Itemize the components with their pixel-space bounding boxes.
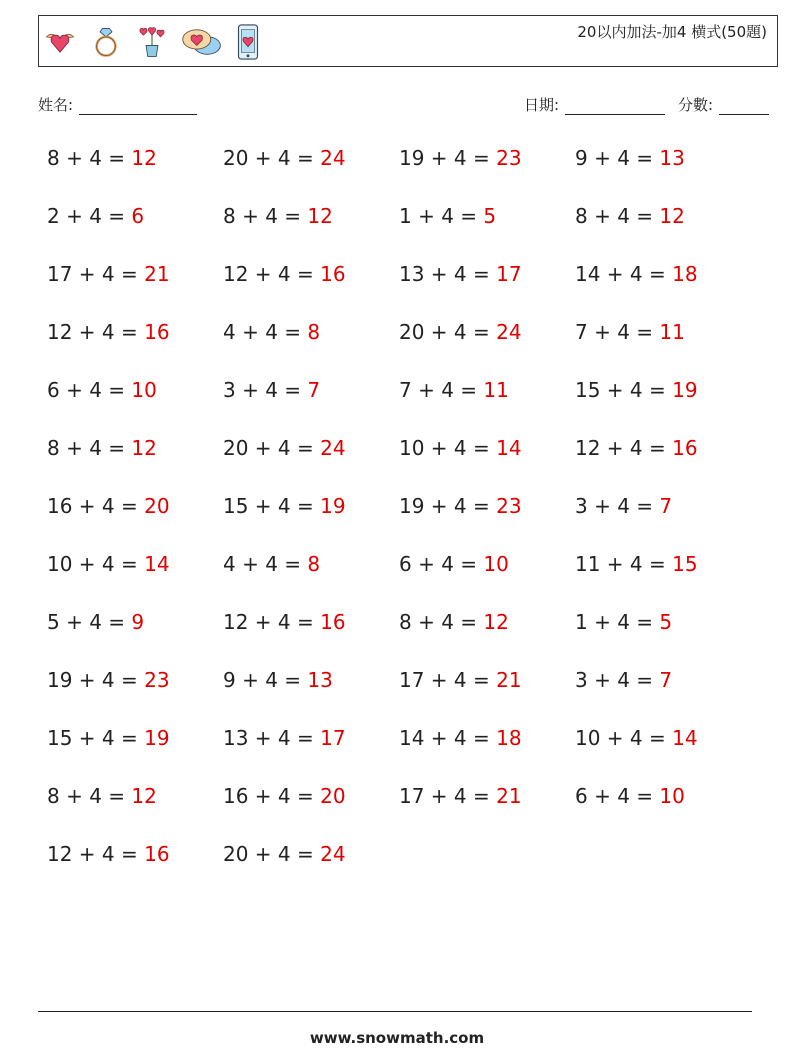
problem-question: 20 + 4 = xyxy=(223,842,321,866)
winged-heart-icon xyxy=(43,23,77,61)
problem-item xyxy=(399,668,575,692)
problem-question: 17 + 4 = xyxy=(399,784,497,808)
problem-item xyxy=(223,436,399,460)
problem-item xyxy=(399,204,575,228)
problem-row xyxy=(47,436,767,494)
problem-answer: 12 xyxy=(483,610,509,634)
problem-row xyxy=(47,204,767,262)
problem-answer: 9 xyxy=(131,610,145,634)
problem-question: 15 + 4 = xyxy=(223,494,321,518)
problem-item xyxy=(47,610,223,634)
problem-question: 7 + 4 = xyxy=(399,378,484,402)
problem-question: 5 + 4 = xyxy=(47,610,132,634)
problem-answer: 12 xyxy=(131,146,157,170)
problem-answer: 7 xyxy=(307,378,321,402)
footer-url: www.snowmath.com xyxy=(309,1029,485,1047)
problem-answer: 7 xyxy=(659,668,673,692)
problem-item xyxy=(575,610,751,634)
name-field xyxy=(38,94,197,115)
problem-answer: 16 xyxy=(672,436,698,460)
problem-item xyxy=(399,320,575,344)
problem-item xyxy=(223,726,399,750)
date-blank xyxy=(565,100,665,115)
problem-answer: 21 xyxy=(496,668,522,692)
problem-item xyxy=(399,784,575,808)
problem-answer: 19 xyxy=(672,378,698,402)
problem-item xyxy=(223,784,399,808)
problem-question: 13 + 4 = xyxy=(223,726,321,750)
problem-answer: 10 xyxy=(659,784,685,808)
problem-item xyxy=(575,262,751,286)
problem-item xyxy=(47,262,223,286)
name-label: 姓名: xyxy=(38,96,74,114)
problem-question: 15 + 4 = xyxy=(47,726,145,750)
problem-item xyxy=(223,320,399,344)
problem-question: 9 + 4 = xyxy=(223,668,308,692)
problem-answer: 24 xyxy=(320,842,346,866)
problem-answer: 23 xyxy=(144,668,170,692)
problem-item xyxy=(47,784,223,808)
problem-question: 17 + 4 = xyxy=(47,262,145,286)
problem-question: 1 + 4 = xyxy=(399,204,484,228)
problem-question: 15 + 4 = xyxy=(575,378,673,402)
diamond-ring-icon xyxy=(89,23,123,61)
problem-item xyxy=(399,494,575,518)
score-blank xyxy=(719,100,769,115)
problem-answer: 17 xyxy=(496,262,522,286)
problem-answer: 13 xyxy=(307,668,333,692)
worksheet-title: 20以内加法-加4 横式(50題) xyxy=(577,23,767,41)
problem-question: 3 + 4 = xyxy=(575,494,660,518)
problem-item xyxy=(47,552,223,576)
problem-answer: 10 xyxy=(483,552,509,576)
problem-question: 4 + 4 = xyxy=(223,320,308,344)
problem-item xyxy=(47,146,223,170)
problem-answer: 16 xyxy=(320,610,346,634)
problem-question: 16 + 4 = xyxy=(223,784,321,808)
problem-answer: 10 xyxy=(131,378,157,402)
problem-item xyxy=(575,552,751,576)
problem-answer: 12 xyxy=(131,436,157,460)
problem-item xyxy=(47,320,223,344)
problem-question: 4 + 4 = xyxy=(223,552,308,576)
problem-answer: 12 xyxy=(659,204,685,228)
problem-answer: 16 xyxy=(320,262,346,286)
problem-answer: 14 xyxy=(144,552,170,576)
problem-row xyxy=(47,320,767,378)
problem-question: 2 + 4 = xyxy=(47,204,132,228)
problem-question: 14 + 4 = xyxy=(575,262,673,286)
problem-row xyxy=(47,378,767,436)
problem-answer: 19 xyxy=(320,494,346,518)
problem-item xyxy=(47,842,223,866)
problem-answer: 5 xyxy=(659,610,673,634)
problem-item xyxy=(47,436,223,460)
problem-item xyxy=(575,378,751,402)
problem-answer: 20 xyxy=(320,784,346,808)
problem-item xyxy=(575,494,751,518)
problem-question: 17 + 4 = xyxy=(399,668,497,692)
problem-answer: 20 xyxy=(144,494,170,518)
problem-row xyxy=(47,668,767,726)
header-icons xyxy=(43,21,261,63)
problem-answer: 21 xyxy=(496,784,522,808)
problem-question: 19 + 4 = xyxy=(47,668,145,692)
problem-answer: 14 xyxy=(496,436,522,460)
problem-item xyxy=(575,436,751,460)
problem-answer: 19 xyxy=(144,726,170,750)
problem-question: 6 + 4 = xyxy=(399,552,484,576)
heart-plant-icon xyxy=(135,23,169,61)
problem-question: 10 + 4 = xyxy=(399,436,497,460)
problem-item xyxy=(399,610,575,634)
problem-item xyxy=(399,146,575,170)
problem-item xyxy=(47,494,223,518)
date-field xyxy=(524,94,665,115)
problem-question: 14 + 4 = xyxy=(399,726,497,750)
problem-item xyxy=(47,378,223,402)
problem-answer: 12 xyxy=(131,784,157,808)
problem-answer: 12 xyxy=(307,204,333,228)
problem-item xyxy=(223,204,399,228)
problem-row xyxy=(47,552,767,610)
problem-answer: 24 xyxy=(320,146,346,170)
problem-question: 20 + 4 = xyxy=(399,320,497,344)
footer-divider xyxy=(38,1011,752,1012)
problem-question: 7 + 4 = xyxy=(575,320,660,344)
problem-answer: 14 xyxy=(672,726,698,750)
problem-item xyxy=(575,784,751,808)
problem-answer: 13 xyxy=(659,146,685,170)
problem-item xyxy=(575,204,751,228)
score-field xyxy=(678,94,769,115)
problem-item xyxy=(575,668,751,692)
problem-question: 20 + 4 = xyxy=(223,436,321,460)
problem-question: 12 + 4 = xyxy=(47,320,145,344)
problem-row xyxy=(47,146,767,204)
problem-question: 8 + 4 = xyxy=(399,610,484,634)
problem-question: 13 + 4 = xyxy=(399,262,497,286)
problem-question: 8 + 4 = xyxy=(47,784,132,808)
problem-item xyxy=(47,204,223,228)
problem-item xyxy=(575,726,751,750)
problem-item xyxy=(223,610,399,634)
problem-item xyxy=(399,436,575,460)
problem-row xyxy=(47,610,767,668)
worksheet-header xyxy=(38,15,778,67)
problem-item xyxy=(223,146,399,170)
problem-item xyxy=(399,552,575,576)
problem-answer: 23 xyxy=(496,146,522,170)
problem-answer: 24 xyxy=(320,436,346,460)
problem-question: 1 + 4 = xyxy=(575,610,660,634)
problem-answer: 7 xyxy=(659,494,673,518)
problem-answer: 8 xyxy=(307,320,321,344)
problem-row xyxy=(47,784,767,842)
problem-item xyxy=(223,842,399,866)
problem-answer: 21 xyxy=(144,262,170,286)
problem-question: 20 + 4 = xyxy=(223,146,321,170)
problem-question: 16 + 4 = xyxy=(47,494,145,518)
problem-answer: 17 xyxy=(320,726,346,750)
problem-question: 10 + 4 = xyxy=(575,726,673,750)
problem-answer: 18 xyxy=(496,726,522,750)
problem-question: 6 + 4 = xyxy=(575,784,660,808)
problem-answer: 8 xyxy=(307,552,321,576)
problem-answer: 5 xyxy=(483,204,497,228)
problem-question: 8 + 4 = xyxy=(223,204,308,228)
problem-item xyxy=(399,726,575,750)
date-label: 日期: xyxy=(524,96,560,114)
problem-question: 19 + 4 = xyxy=(399,146,497,170)
problem-row xyxy=(47,494,767,552)
phone-heart-icon xyxy=(235,23,261,61)
score-label: 分數: xyxy=(678,96,714,114)
problem-item xyxy=(399,378,575,402)
problem-question: 9 + 4 = xyxy=(575,146,660,170)
problem-question: 12 + 4 = xyxy=(223,610,321,634)
problem-question: 6 + 4 = xyxy=(47,378,132,402)
problem-item xyxy=(223,552,399,576)
problem-item xyxy=(47,668,223,692)
problem-answer: 16 xyxy=(144,320,170,344)
problem-question: 10 + 4 = xyxy=(47,552,145,576)
problem-item xyxy=(223,668,399,692)
problem-answer: 11 xyxy=(659,320,685,344)
problem-answer: 15 xyxy=(672,552,698,576)
problem-grid xyxy=(47,146,767,900)
problem-question: 3 + 4 = xyxy=(223,378,308,402)
problem-row xyxy=(47,726,767,784)
problem-answer: 23 xyxy=(496,494,522,518)
problem-question: 12 + 4 = xyxy=(47,842,145,866)
problem-question: 19 + 4 = xyxy=(399,494,497,518)
problem-question: 12 + 4 = xyxy=(575,436,673,460)
problem-question: 11 + 4 = xyxy=(575,552,673,576)
problem-question: 8 + 4 = xyxy=(47,436,132,460)
problem-answer: 16 xyxy=(144,842,170,866)
problem-question: 3 + 4 = xyxy=(575,668,660,692)
problem-item xyxy=(399,262,575,286)
problem-row xyxy=(47,842,767,900)
problem-row xyxy=(47,262,767,320)
problem-item xyxy=(223,378,399,402)
problem-answer: 18 xyxy=(672,262,698,286)
problem-question: 8 + 4 = xyxy=(47,146,132,170)
problem-question: 8 + 4 = xyxy=(575,204,660,228)
problem-answer: 11 xyxy=(483,378,509,402)
problem-item xyxy=(575,320,751,344)
name-blank xyxy=(79,100,197,115)
problem-answer: 24 xyxy=(496,320,522,344)
problem-item xyxy=(223,262,399,286)
love-chat-icon xyxy=(181,23,223,61)
problem-item xyxy=(47,726,223,750)
problem-item xyxy=(575,146,751,170)
problem-question: 12 + 4 = xyxy=(223,262,321,286)
problem-item xyxy=(223,494,399,518)
problem-answer: 6 xyxy=(131,204,145,228)
